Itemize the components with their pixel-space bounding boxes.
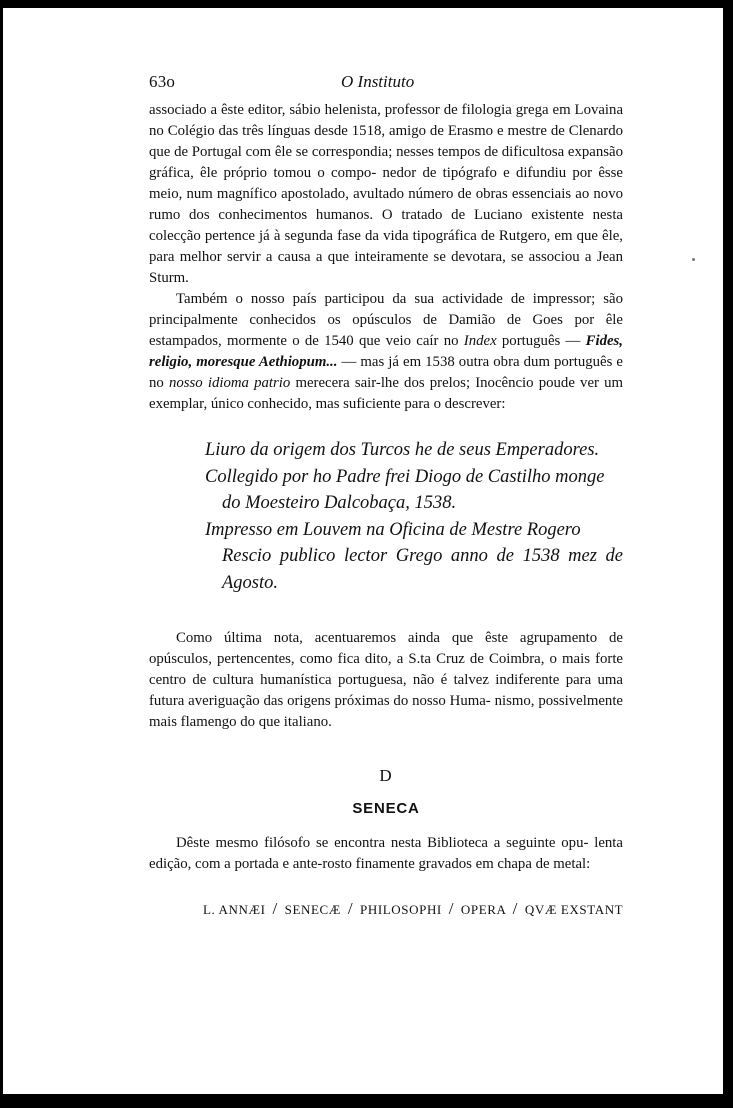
- paragraph-3: [149, 628, 623, 733]
- page-body: [149, 72, 623, 919]
- title-part: OPERA: [460, 902, 506, 917]
- text-line: avultado número de obras essenciais ao novo rumo dos conhecimentos: [149, 186, 623, 223]
- title-separator: /: [272, 899, 278, 918]
- running-title: O Instituto: [341, 72, 415, 91]
- text-line: Como última nota, acentuaremos ainda que êste agrupamento de: [176, 630, 623, 646]
- paragraph-2: [149, 289, 623, 415]
- quote-line: Liuro da origem dos Turcos he de seus Emperadores.: [205, 440, 600, 460]
- quote-line: Rescio publico lector Grego anno de 1538 mez de: [222, 546, 623, 566]
- idioma-italic: nosso idioma patrio: [168, 375, 291, 391]
- text-line: estampados, mormente o de 1540 que veio caír no: [149, 333, 464, 349]
- title-separator: /: [448, 899, 455, 918]
- text-line: humanos. O tratado de Luciano existente nesta colecção pertence já à: [149, 207, 623, 244]
- scan-border-bottom: [0, 1094, 733, 1108]
- text-line: nedor de tipógrafo e difundiu por êsse meio, num magnífico apostolado,: [149, 165, 624, 202]
- title-separator: /: [347, 899, 354, 918]
- text-line: o descrever:: [433, 396, 506, 412]
- text-line: Também o nosso país participou da sua actividade de impressor;: [176, 291, 596, 307]
- text-line: são principalmente conhecidos os opúsculos de Damião de Goes por êle: [149, 291, 623, 328]
- text-line: opúsculos, pertencentes, como fica dito, a S.ta Cruz de Coimbra, o mais: [149, 651, 590, 667]
- text-line: Lovaina no Colégio das três línguas desde 1518, amigo de Erasmo e: [149, 102, 624, 139]
- section-letter: D: [379, 766, 393, 785]
- quote-line: Collegido por ho Padre frei Diogo de Castilho monge: [205, 466, 605, 487]
- text-line: — mas já em 1538 outra obra: [337, 354, 520, 370]
- block-quote: [205, 437, 623, 596]
- title-part: QVÆ EXSTANT: [524, 902, 624, 917]
- text-line: para uma futura averiguação das origens próximas do nosso Huma-: [149, 672, 623, 709]
- page-number: 63o: [149, 72, 176, 91]
- title-part: L. ANNÆI: [203, 902, 266, 917]
- scan-border-right: [723, 0, 733, 1108]
- text-line: merecera sair-lhe dos prelos;: [290, 375, 471, 391]
- text-line: de metal:: [535, 856, 591, 872]
- scan-speck: [692, 258, 695, 261]
- text-line: português —: [496, 333, 581, 349]
- title-part: SENECÆ: [284, 902, 341, 917]
- quote-line: do Moesteiro Dalcobaça, 1538.: [222, 493, 457, 513]
- book-title-transcription: [203, 899, 623, 919]
- quote-line: Agosto.: [222, 572, 279, 593]
- text-line: mestre de Clenardo que de Portugal com êle se correspondia; nesses: [149, 123, 623, 160]
- text-line: forte centro de cultura humanística portuguesa, não é talvez indiferente: [149, 651, 623, 688]
- scan-border-top: [0, 0, 733, 8]
- title-part: PHILOSOPHI: [360, 902, 442, 917]
- text-line: dum português e no: [149, 354, 623, 391]
- text-line: nismo, possivelmente mais flamengo do que italiano.: [149, 693, 623, 730]
- title-separator: /: [512, 899, 518, 918]
- text-line: associado a êste editor, sábio helenista, professor de filologia grega em: [149, 102, 571, 118]
- text-line: Dêste mesmo filósofo se encontra nesta Biblioteca a seguinte opu-: [176, 835, 589, 851]
- text-line: segunda fase da vida tipográfica de Rutgero, em que êle, para melhor: [149, 228, 623, 265]
- text-line: Inocêncio poude ver um exemplar, único conhecido, mas suficiente para: [149, 375, 624, 412]
- section-title: SENECA: [352, 800, 420, 817]
- paragraph-1: [149, 100, 623, 289]
- text-line: lenta edição, com a portada e ante-rosto finamente gravados em chapa: [149, 835, 623, 872]
- running-head: [149, 72, 623, 100]
- text-line: tempos de dificultosa expansão gráfica, êle próprio tomou o compo-: [149, 144, 623, 181]
- scan-border-left: [0, 0, 3, 1108]
- text-line: servir a causa a que inteiramente se devotara, se associou a Jean Sturm.: [149, 249, 624, 286]
- work-title-italic: Fides, religio, moresque Aethiopum...: [149, 333, 623, 370]
- paragraph-4: [149, 833, 623, 875]
- index-italic: Index: [463, 333, 497, 349]
- quote-line: Impresso em Louvem na Oficina de Mestre Rogero: [205, 519, 581, 540]
